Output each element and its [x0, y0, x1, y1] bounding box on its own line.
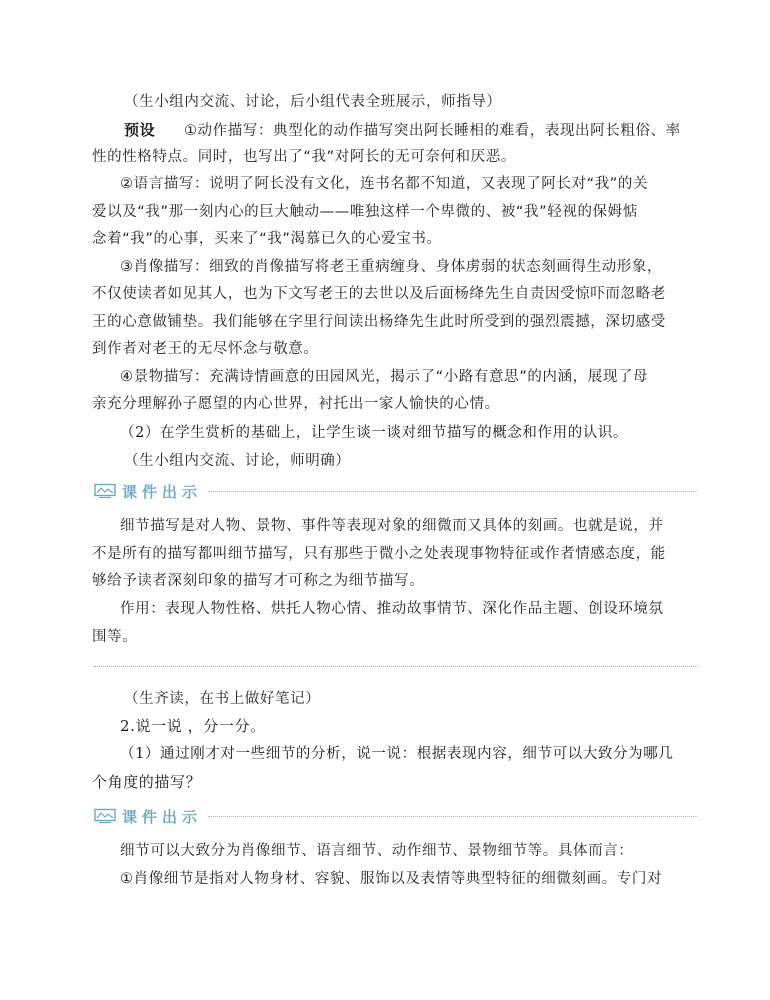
question-2: （2）在学生赏析的基础上，让学生谈一谈对细节描写的概念和作用的认识。	[120, 425, 629, 441]
portrait-description-line-2: 不仅使读者如见其人，也为下文写老王的去世以及后面杨绛先生自责因受惊吓而忽略老	[92, 286, 666, 302]
presentation-screen-icon	[94, 483, 116, 499]
language-description-line-3: 念着“我”的心事，买来了“我”渴慕已久的心爱宝书。	[92, 231, 442, 247]
action-description-line-2: 性的性格特点。同时，也写出了“我”对阿长的无可奈何和厌恶。	[92, 149, 516, 165]
activity-note-3: （生齐读，在书上做好笔记）	[124, 691, 321, 707]
courseware-header-1	[94, 480, 698, 502]
courseware-header-2	[94, 805, 698, 827]
detail-categories-line-1: 细节可以大致分为肖像细节、语言细节、动作细节、景物细节等。具体而言：	[120, 843, 634, 859]
courseware-title-1: 课件出示	[122, 482, 203, 501]
language-description-line-2: 爱以及“我”那一刻内心的巨大触动——唯独这样一个卑微的、被“我”轻视的保姆惦	[92, 204, 638, 220]
question-1-line-1: （1）通过刚才对一些细节的分析，说一说：根据表现内容，细节可以大致分为哪几	[120, 746, 674, 762]
courseware-header-rule-1	[208, 491, 698, 492]
activity-note-2: （生小组内交流、讨论，师明确）	[124, 453, 351, 469]
detail-function-line-2: 围等。	[92, 629, 138, 645]
detail-definition-line-3: 够给予读者深刻印象的描写才可称之为细节描写。	[92, 573, 425, 589]
detail-function-line-1: 作用：表现人物性格、烘托人物心情、推动故事情节、深化作品主题、创设环境氛	[120, 601, 664, 617]
preset-label: 预设	[124, 121, 156, 139]
action-description-line-1: ①动作描写：典型化的动作描写突出阿长睡相的难看，表现出阿长粗俗、率	[183, 123, 681, 139]
detail-definition-line-2: 不是所有的描写都叫细节描写，只有那些于微小之处表现事物特征或作者情感态度，能	[92, 546, 666, 562]
preset-paragraph-line-1	[124, 120, 724, 141]
activity-note-1: （生小组内交流、讨论，后小组代表全班展示，师指导）	[124, 94, 502, 110]
question-1-line-2: 个角度的描写？	[92, 773, 202, 791]
language-description-line-1: ②语言描写：说明了阿长没有文化，连书名都不知道，又表现了阿长对“我”的关	[120, 176, 649, 192]
courseware-header-rule-2	[208, 816, 698, 817]
detail-definition-line-1: 细节描写是对人物、景物、事件等表现对象的细微而又具体的刻画。也就是说，并	[120, 518, 664, 534]
task-heading-2: 2.说一说 ，分一分。	[120, 717, 266, 735]
portrait-description-line-1: ③肖像描写：细致的肖像描写将老王重病缠身、身体虏弱的状态刻画得生动形象，	[120, 259, 663, 275]
courseware-title-2: 课件出示	[122, 807, 203, 826]
portrait-detail-line-1: ①肖像细节是指对人物身材、容貌、服饰以及表情等典型特征的细微刻画。专门对	[120, 871, 663, 887]
portrait-description-line-4: 到作者对老王的无尽怀念与敬意。	[92, 341, 319, 357]
presentation-screen-icon	[94, 808, 116, 824]
portrait-description-line-3: 王的心意做铺垫。我们能够在字里行间读出杨绛先生此时所受到的强烈震撼，深切感受	[92, 314, 666, 330]
scenery-description-line-1: ④景物描写：充满诗情画意的田园风光，揭示了“小路有意思”的内涵，展现了母	[120, 369, 649, 385]
scenery-description-line-2: 亲充分理解孙子愿望的内心世界，衬托出一家人愉快的心情。	[92, 396, 500, 412]
section-divider	[94, 666, 698, 667]
